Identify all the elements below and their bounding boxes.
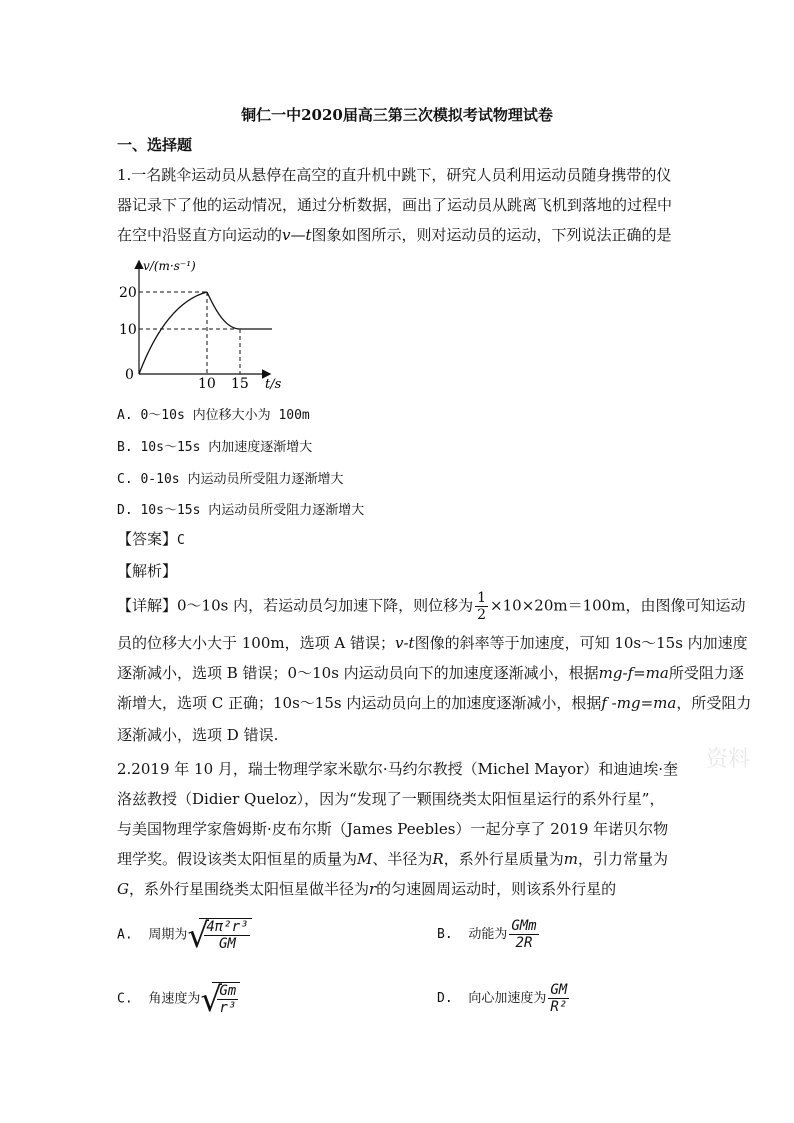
q2-option-d: D. 向心加速度为 $\frac{GM}{\text{R²}}$ bbox=[437, 982, 568, 1015]
x-axis-label: t/s bbox=[265, 377, 282, 392]
question-1-stem bbox=[117, 160, 679, 250]
q2-option-b: B. 动能为 $\frac{\text{GMm}}{2R}$ bbox=[437, 918, 537, 951]
x-tick-15: 15 bbox=[231, 376, 249, 392]
fraction-one-half: $\frac{1}{2}$ bbox=[477, 590, 487, 623]
q1-detail-line-2: 员的位移大小大于 100m，选项 A 错误；v-t图像的斜率等于加速度，可知 10s～15s 内加速度 bbox=[117, 634, 748, 652]
question-2-stem: 2.2019 年 10 月，瑞士物理学家米歇尔·马约尔教授（Michel Mayor）和迪迪埃·奎洛兹教授（Didier Queloz），因为“发现了一颗围绕类太阳恒星运行的系外行星”，与美国物理学家詹姆斯·皮布尔斯（James Peebles）一起分享了 2019 年诺贝尔物理学奖。假设该类太阳恒星的质量为M、半径为R，系外行星质量为m，引力常量为G，系外行星围绕类太阳恒星做半径为r的匀速圆周运动时，则该系外行星的 bbox=[117, 760, 679, 898]
q1-option-c: C. 0-10s 内运动员所受阻力逐渐增大 bbox=[117, 472, 344, 487]
y-tick-20: 20 bbox=[119, 285, 137, 301]
q1-detail-line-1: 【详解】0～10s 内，若运动员匀加速下降，则位移为 $\frac{1}{2}$ ×10×20m＝100m，由图像可知运动 bbox=[117, 590, 746, 623]
y-tick-10: 10 bbox=[119, 322, 137, 338]
q1-vt-symbol: v—t bbox=[282, 226, 312, 244]
q1-stem-part2: 图象如图所示，则对运动员的运动，下列说法正确的是 bbox=[311, 226, 672, 244]
q1-detail-line-4: 渐增大，选项 C 正确；10s～15s 内运动员向上的加速度逐渐减小，根据f -mg=ma，所受阻力 bbox=[117, 694, 752, 712]
q1-analysis-label: 【解析】 bbox=[117, 562, 178, 580]
q1-detail-line-5: 逐渐减小，选项 D 错误. bbox=[117, 726, 279, 744]
centripetal-acceleration-formula: $\frac{GM}{\text{R²}}$ bbox=[550, 982, 568, 1015]
q1-detail-line-3: 逐渐减小，选项 B 错误；0～10s 内运动员向下的加速度逐渐减小，根据mg-f=ma所受阻力逐 bbox=[117, 664, 744, 682]
x-tick-10: 10 bbox=[198, 376, 216, 392]
section-heading: 一、选择题 bbox=[117, 136, 193, 154]
y-axis-label: v/(m·s⁻¹) bbox=[143, 259, 196, 273]
q1-option-b: B. 10s～15s 内加速度逐渐增大 bbox=[117, 440, 313, 455]
velocity-curve-fall bbox=[207, 292, 240, 329]
q1-option-a: A. 0～10s 内位移大小为 100m bbox=[117, 408, 310, 423]
q2-option-c: C. 角速度为 √ $\frac{Gm}{\text{r³}}$ bbox=[117, 982, 240, 1016]
q2-option-a: A. 周期为 √ $\frac{\text{4π²r³}}{GM}$ bbox=[117, 918, 252, 952]
q1-stem-part1: 1.一名跳伞运动员从悬停在高空的直升机中跳下，研究人员利用运动员随身携带的仪器记录下了他的运动情况，通过分析数据，画出了运动员从跳离飞机到落地的过程中在空中沿竖直方向运动的 bbox=[117, 166, 673, 244]
kinetic-energy-formula: $\frac{\text{GMm}}{2R}$ bbox=[511, 918, 537, 951]
velocity-curve-rise bbox=[139, 292, 207, 374]
q1-option-d: D. 10s～15s 内运动员所受阻力逐渐增大 bbox=[117, 503, 365, 518]
angular-velocity-formula: √ $\frac{Gm}{\text{r³}}$ bbox=[200, 982, 240, 1016]
origin-label: 0 bbox=[125, 367, 134, 383]
vt-graph bbox=[117, 252, 317, 392]
page-title: 铜仁一中2020届高三第三次模拟考试物理试卷 bbox=[241, 106, 553, 124]
watermark: 资料 bbox=[706, 747, 751, 772]
q1-answer: 【答案】C bbox=[117, 530, 185, 548]
period-formula: √ $\frac{\text{4π²r³}}{GM}$ bbox=[187, 918, 252, 952]
